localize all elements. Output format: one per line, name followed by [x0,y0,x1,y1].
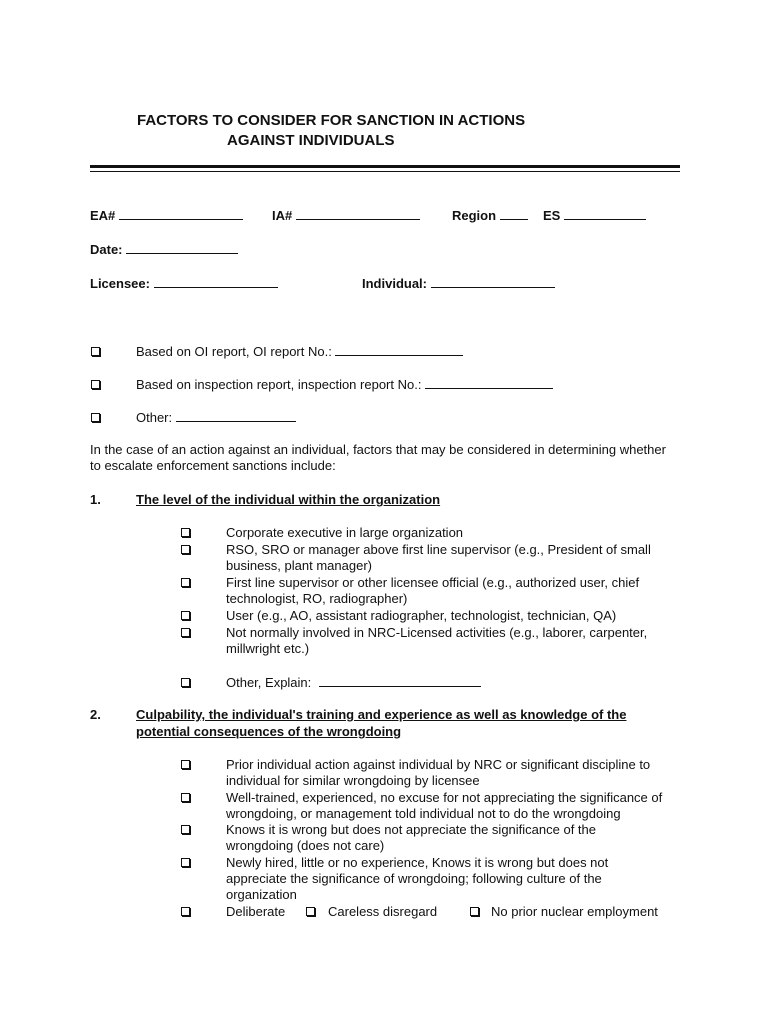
basis-inspection-label: Based on inspection report, inspection report No.: [136,377,422,392]
es-blank[interactable] [564,208,646,220]
title-rule-thin [90,171,680,172]
other-explain-blank[interactable] [319,675,481,687]
basis-oi-report [136,344,463,359]
es-label: ES [543,208,561,223]
checkbox-first-line-supervisor[interactable] [181,578,190,587]
checkbox-not-involved[interactable] [181,628,190,637]
section-1-heading: The level of the individual within the organization [136,492,441,507]
culpability-item-newly-hired: Newly hired, little or no experience, Knows it is wrong but does not appreciate the significance of wrongdoing; following culture of the organization [226,855,609,902]
ea-field[interactable] [90,208,243,223]
culpability-item-knows-wrong: Knows it is wrong but does not appreciate the significance of the wrongdoing (does not care) [226,822,596,853]
es-field[interactable] [543,208,646,223]
licensee-field[interactable] [90,276,278,291]
culpability-item-prior-action: Prior individual action against individual by NRC or significant discipline to individual for similar wrongdoing by licensee [226,757,651,788]
level-item-rso-sro-manager: RSO, SRO or manager above first line supervisor (e.g., President of small business, plant manager) [226,542,651,573]
checkbox-careless-disregard[interactable] [306,907,315,916]
basis-oi-label: Based on OI report, OI report No.: [136,344,332,359]
individual-blank[interactable] [431,276,555,288]
region-label: Region [452,208,497,223]
basis-other [136,410,296,425]
level-item-corporate-executive: Corporate executive in large organization [226,525,464,540]
culpability-item-well-trained: Well-trained, experienced, no excuse for not appreciating the significance of wrongdoing, or management told individual not to do the wrongdoing [226,790,663,821]
title-rule-thick [90,165,680,168]
section-2-heading-line-1: Culpability, the individual's training and experience as well as knowledge of the [136,707,627,722]
other-basis-blank[interactable] [176,410,296,422]
date-label: Date: [90,242,123,257]
checkbox-well-trained[interactable] [181,793,190,802]
checkbox-rso-sro-manager[interactable] [181,545,190,554]
level-item-first-line-supervisor: First line supervisor or other licensee official (e.g., authorized user, chief technologist, RO, radiographer) [226,575,640,606]
checkbox-knows-wrong[interactable] [181,825,190,834]
licensee-label: Licensee: [90,276,150,291]
region-blank[interactable] [500,208,528,220]
individual-field[interactable] [362,276,555,291]
oi-report-blank[interactable] [335,344,463,356]
individual-label: Individual: [362,276,427,291]
basis-other-label: Other: [136,410,173,425]
licensee-blank[interactable] [154,276,278,288]
checkbox-corporate-executive[interactable] [181,528,190,537]
basis-inspection-report [136,377,553,392]
culpability-careless-disregard: Careless disregard [328,904,438,919]
ea-label: EA# [90,208,116,223]
checkbox-user[interactable] [181,611,190,620]
level-item-user: User (e.g., AO, assistant radiographer, technologist, technician, QA) [226,608,617,623]
region-field[interactable] [452,208,528,223]
checkbox-newly-hired[interactable] [181,858,190,867]
checkbox-prior-action[interactable] [181,760,190,769]
title-line-1: FACTORS TO CONSIDER FOR SANCTION IN ACTIONS [137,112,526,129]
checkbox-oi-report[interactable] [91,347,100,356]
ia-field[interactable] [272,208,420,223]
date-field[interactable] [90,242,238,257]
title-line-2: AGAINST INDIVIDUALS [227,132,395,149]
date-blank[interactable] [126,242,238,254]
checkbox-inspection-report[interactable] [91,380,100,389]
ia-label: IA# [272,208,293,223]
level-item-other-explain [226,675,481,690]
checkbox-other-basis[interactable] [91,413,100,422]
intro-paragraph: In the case of an action against an individual, factors that may be considered in determining whether to escalate enforcement sanctions include: [90,442,666,473]
section-2-heading-line-2: potential consequences of the wrongdoing [136,724,402,739]
checkbox-deliberate[interactable] [181,907,190,916]
level-item-not-involved: Not normally involved in NRC-Licensed activities (e.g., laborer, carpenter, millwright etc.) [226,625,648,656]
section-1-number: 1. [90,492,101,507]
inspection-report-blank[interactable] [425,377,553,389]
ia-blank[interactable] [296,208,420,220]
culpability-deliberate: Deliberate [226,904,286,919]
section-2-number: 2. [90,707,101,722]
checkbox-other-explain[interactable] [181,678,190,687]
other-explain-label: Other, Explain: [226,675,312,690]
checkbox-no-prior-employment[interactable] [470,907,479,916]
ea-blank[interactable] [119,208,243,220]
culpability-no-prior-employment: No prior nuclear employment [491,904,658,919]
